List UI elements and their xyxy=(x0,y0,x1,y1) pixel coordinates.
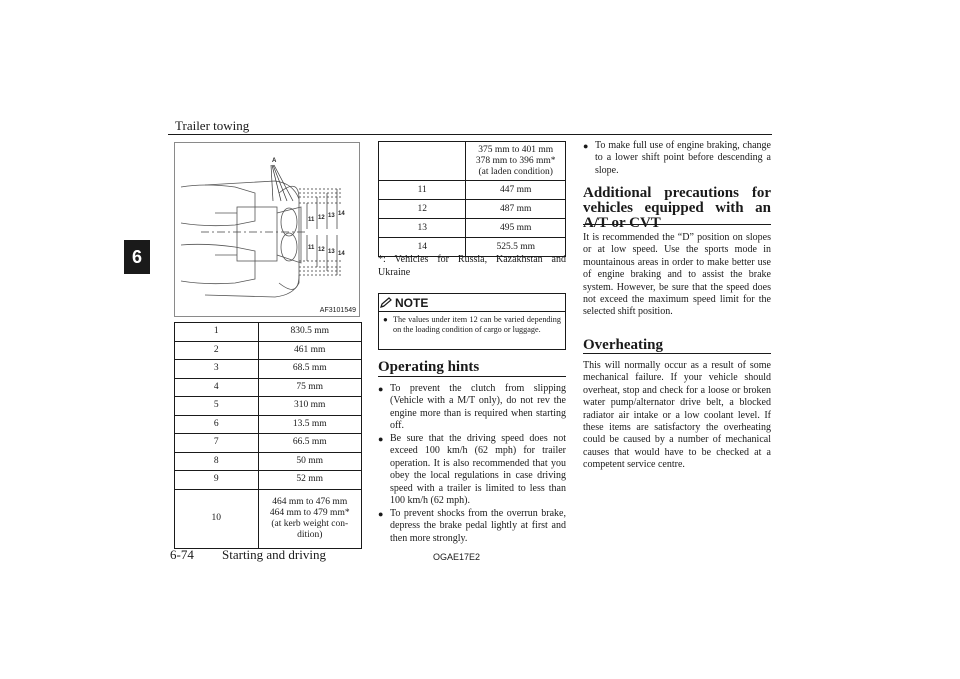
table-cell-value xyxy=(466,142,566,181)
table-cell-value: 13.5 mm xyxy=(258,415,362,434)
table-cell-value: 50 mm xyxy=(258,452,362,471)
bullet-dot: ● xyxy=(378,509,384,519)
table-row xyxy=(175,415,362,434)
pencil-icon xyxy=(379,297,393,309)
table-cell-item: 2 xyxy=(175,341,259,360)
table-cell-value: 830.5 mm xyxy=(258,323,362,342)
table-row xyxy=(175,323,362,342)
bullet-dot: ● xyxy=(378,384,384,394)
page-number: 6-74 xyxy=(170,547,194,562)
value-line: 464 mm to 479 mm* xyxy=(269,507,350,518)
table-row xyxy=(175,471,362,490)
table-cell-value: 525.5 mm xyxy=(466,238,566,257)
list-item: ● To make full use of engine braking, change to a lower shift point before descending a slope. xyxy=(583,140,771,176)
paragraph-at-cvt: It is recommended the “D” position on slopes or at low speed. Use the sports mode in mountainous areas in order to make better use of engine braking and to assist the brake system. However, be sure that the speed does not exceed the maximum speed limit for the selected shift position. xyxy=(583,232,771,318)
table-row xyxy=(175,489,362,548)
table-cell-value: 310 mm xyxy=(258,397,362,416)
table-cell-item: 5 xyxy=(175,397,259,416)
value-line: 378 mm to 396 mm* xyxy=(475,155,556,166)
label-13-upper: 13 xyxy=(328,213,335,219)
heading-at-cvt-precautions: Additional precautions for vehicles equipped with an A/T or CVT xyxy=(583,185,771,231)
heading-rule xyxy=(583,353,771,354)
table-cell-item: 10 xyxy=(175,489,259,548)
table-row xyxy=(379,181,566,200)
label-12-upper: 12 xyxy=(318,215,325,221)
section-title: Trailer towing xyxy=(175,118,250,133)
value-line: 464 mm to 476 mm xyxy=(272,496,348,507)
table-cell-item-empty xyxy=(379,142,466,181)
document-code: OGAE17E2 xyxy=(433,552,481,562)
towing-dimension-figure xyxy=(174,142,360,317)
table-row xyxy=(175,360,362,379)
table-cell-item: 6 xyxy=(175,415,259,434)
table-cell-item: 3 xyxy=(175,360,259,379)
list-item: ● Be sure that the driving speed does not exceed 100 km/h (62 mph) for trailer operation. It is also recommended that you obey the local regulations in case driving speed with a trailer is limited to less than 100 km/h (62 mph). xyxy=(378,433,566,507)
bullet-dot: ● xyxy=(383,315,388,324)
label-14-lower: 14 xyxy=(338,251,345,257)
table-row xyxy=(175,434,362,453)
value-line: (at kerb weight con- xyxy=(271,518,349,529)
bullet-dot: ● xyxy=(378,434,384,444)
dimension-table-right xyxy=(378,141,566,257)
table-cell-item: 7 xyxy=(175,434,259,453)
note-label: NOTE xyxy=(395,295,429,310)
value-line: 375 mm to 401 mm xyxy=(478,144,554,155)
table-cell-item: 9 xyxy=(175,471,259,490)
table-cell-item: 14 xyxy=(379,238,466,257)
table-cell-value: 461 mm xyxy=(258,341,362,360)
chapter-tab: 6 xyxy=(124,240,150,274)
note-text: ● The values under item 12 can be varied depending on the loading condition of cargo or luggage. xyxy=(383,315,561,334)
table-cell-value: 68.5 mm xyxy=(258,360,362,379)
table-cell-value: 487 mm xyxy=(466,200,566,219)
label-a: A xyxy=(272,158,277,164)
heading-overheating: Overheating xyxy=(583,337,663,353)
value-line: dition) xyxy=(297,529,323,540)
paragraph-overheating: This will normally occur as a result of some mechanical failure. If your vehicle should overheat, stop and check for a loose or broken water pump/alternator drive belt, a blocked radiator air intake or a low coolant level. If these items are satisfactory the overheating could be caused by a number of mechanical causes that would have to be checked at a competent service centre. xyxy=(583,360,771,471)
value-line: (at laden condition) xyxy=(478,166,553,177)
note-header xyxy=(379,294,565,312)
heading-rule xyxy=(378,376,566,377)
footer-section-title: Starting and driving xyxy=(222,547,326,562)
vehicle-underside-illustration xyxy=(175,143,359,316)
table-cell-value: 495 mm xyxy=(466,219,566,238)
table-cell-value: 447 mm xyxy=(466,181,566,200)
table-cell-item: 1 xyxy=(175,323,259,342)
table-row xyxy=(175,378,362,397)
label-13-lower: 13 xyxy=(328,249,335,255)
label-14-upper: 14 xyxy=(338,211,345,217)
label-11-lower: 11 xyxy=(308,245,315,251)
list-item: ● To prevent shocks from the overrun brake, depress the brake pedal lightly at first and then more strongly. xyxy=(378,508,566,544)
table-cell-value: 75 mm xyxy=(258,378,362,397)
footnote: *: Vehicles for Russia, Kazakhstan and Ukraine xyxy=(378,254,566,278)
list-item: ● To prevent the clutch from slipping (Vehicle with a M/T only), do not rev the engine more than is required when starting off. xyxy=(378,383,566,432)
table-row xyxy=(175,397,362,416)
label-11-upper: 11 xyxy=(308,217,315,223)
table-cell-item: 13 xyxy=(379,219,466,238)
table-row xyxy=(175,341,362,360)
table-cell-value: 52 mm xyxy=(258,471,362,490)
table-row xyxy=(379,219,566,238)
heading-operating-hints: Operating hints xyxy=(378,359,480,375)
table-cell-item: 8 xyxy=(175,452,259,471)
table-row xyxy=(175,452,362,471)
bullet-dot: ● xyxy=(583,141,589,151)
table-row xyxy=(379,142,566,181)
label-12-lower: 12 xyxy=(318,247,325,253)
heading-rule xyxy=(583,224,771,225)
table-cell-item: 12 xyxy=(379,200,466,219)
note-box xyxy=(378,293,566,350)
figure-code: AF3101549 xyxy=(319,307,356,314)
dimension-table-left xyxy=(174,322,362,549)
table-cell-value: 66.5 mm xyxy=(258,434,362,453)
table-cell-item: 4 xyxy=(175,378,259,397)
header-divider xyxy=(168,134,772,135)
table-cell-item: 11 xyxy=(379,181,466,200)
table-row xyxy=(379,200,566,219)
table-cell-value xyxy=(258,489,362,548)
